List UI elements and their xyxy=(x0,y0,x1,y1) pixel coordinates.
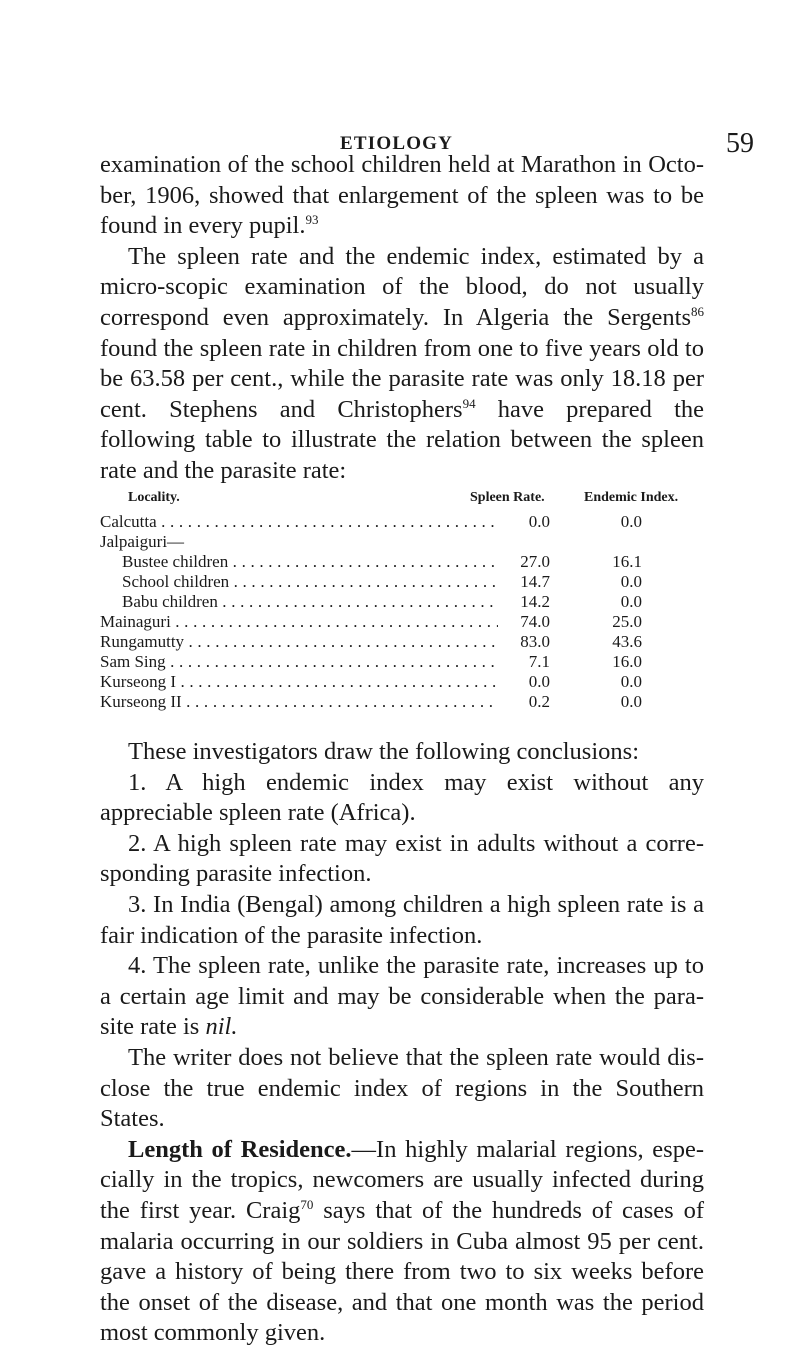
spleen-rate-value: 0.0 xyxy=(498,512,550,532)
table-row xyxy=(100,512,704,532)
table-row xyxy=(100,592,704,612)
table-row xyxy=(100,552,704,572)
table-row xyxy=(100,672,704,692)
spleen-rate-value: 0.2 xyxy=(498,692,550,712)
endemic-index-value: 0.0 xyxy=(620,592,642,611)
spleen-rate-value: 7.1 xyxy=(498,652,550,672)
spleen-rate-table xyxy=(100,490,704,712)
spleen-rate-value: 14.2 xyxy=(498,592,550,612)
text-block-top xyxy=(100,150,704,487)
table-header xyxy=(100,490,704,512)
spleen-rate-value: 0.0 xyxy=(498,672,550,692)
page-number: 59 xyxy=(726,128,754,159)
row-label: Sam Sing . . . xyxy=(100,652,510,672)
endemic-index-value: 16.1 xyxy=(612,552,642,571)
row-group-label: Jalpaiguri— xyxy=(100,532,185,551)
paragraph-text: have prepared the following table to illustrate the relation between the spleen rate and the parasite rate: xyxy=(100,395,704,484)
endemic-index-value: 0.0 xyxy=(620,512,642,531)
spleen-rate-value: 27.0 xyxy=(498,552,550,572)
row-label: Rungamutty . . . xyxy=(100,632,510,652)
paragraph-text: —In highly malarial regions, espe-cially in the tropics, newcomers are usually infected during the first year. Craig xyxy=(100,1135,704,1224)
conclusions-intro: These investigators draw the following conclusions: xyxy=(128,738,639,765)
conclusion-item: 2. A high spleen rate may exist in adults without a corre-sponding parasite infection. xyxy=(100,829,704,888)
row-label: Kurseong II . . . xyxy=(100,692,510,712)
row-label: School children . . . xyxy=(122,572,510,592)
table-row xyxy=(100,652,704,672)
paragraph-spleen-rate xyxy=(100,242,704,487)
spleen-rate-value: 83.0 xyxy=(498,632,550,652)
endemic-index-value: 0.0 xyxy=(620,572,642,591)
paragraph-text: found the spleen rate in children from one to five years old to be 63.58 per cent., while the parasite rate was only 18.18 per cent. Stephens and Christophers xyxy=(100,334,704,423)
row-label: Babu children . . . xyxy=(122,592,510,612)
spleen-rate-value: 14.7 xyxy=(498,572,550,592)
footnote-ref: 93 xyxy=(305,212,319,228)
conclusion-emphasis: nil. xyxy=(205,1013,238,1041)
row-label: Mainaguri . . . xyxy=(100,612,510,632)
paragraph-residence xyxy=(100,1135,704,1349)
paragraph-marathon xyxy=(100,150,704,242)
column-header-locality: Locality. xyxy=(128,490,180,505)
endemic-index-value: 25.0 xyxy=(612,612,642,631)
endemic-index-value: 0.0 xyxy=(620,672,642,691)
table-row xyxy=(100,612,704,632)
conclusion-item: 1. A high endemic index may exist without any appreciable spleen rate (Africa). xyxy=(100,768,704,827)
conclusion-item: 3. In India (Bengal) among children a high spleen rate is a fair indication of the parasite infection. xyxy=(100,890,704,949)
table-row xyxy=(100,632,704,652)
spleen-rate-value: 74.0 xyxy=(498,612,550,632)
conclusion-text: 4. The spleen rate, unlike the parasite rate, increases up to a certain age limit and may be considerable when the para-site rate is xyxy=(100,952,704,1041)
table-row xyxy=(100,572,704,592)
paragraph-text: The spleen rate and the endemic index, estimated by a micro-scopic examination of the blood, do not usually correspond even approximately. In Algeria the Sergents xyxy=(100,242,704,331)
footnote-ref: 70 xyxy=(300,1196,314,1212)
row-label: Kurseong I . . . xyxy=(100,672,510,692)
text-block-bottom xyxy=(100,737,704,1349)
endemic-index-value: 43.6 xyxy=(612,632,642,651)
paragraph-writer: The writer does not believe that the spleen rate would dis-close the true endemic index of regions in the Southern States. xyxy=(100,1043,704,1133)
column-header-endemic-index: Endemic Index. xyxy=(584,490,679,505)
footnote-ref: 86 xyxy=(691,303,704,319)
row-label: Calcutta . . . xyxy=(100,512,510,532)
paragraph-text: examination of the school children held at Marathon in Octo-ber, 1906, showed that enlargement of the spleen was to be found in every pupil. xyxy=(100,151,704,240)
conclusion-item xyxy=(100,951,704,1043)
table-row xyxy=(100,532,704,552)
section-heading: Length of Residence. xyxy=(128,1135,352,1163)
footnote-ref: 94 xyxy=(462,395,476,411)
endemic-index-value: 16.0 xyxy=(612,652,642,671)
row-label: Bustee children . . . xyxy=(122,552,510,572)
running-head: ETIOLOGY xyxy=(340,133,454,154)
table-row xyxy=(100,692,704,712)
endemic-index-value: 0.0 xyxy=(620,692,642,711)
paragraph-text: says that of the hundreds of cases of malaria occurring in our soldiers in Cuba almost 95 per cent. gave a history of being there from two to six weeks before the onset of the disease, and that one month was the period most commonly given. xyxy=(100,1196,704,1347)
column-header-spleen-rate: Spleen Rate. xyxy=(470,490,545,505)
